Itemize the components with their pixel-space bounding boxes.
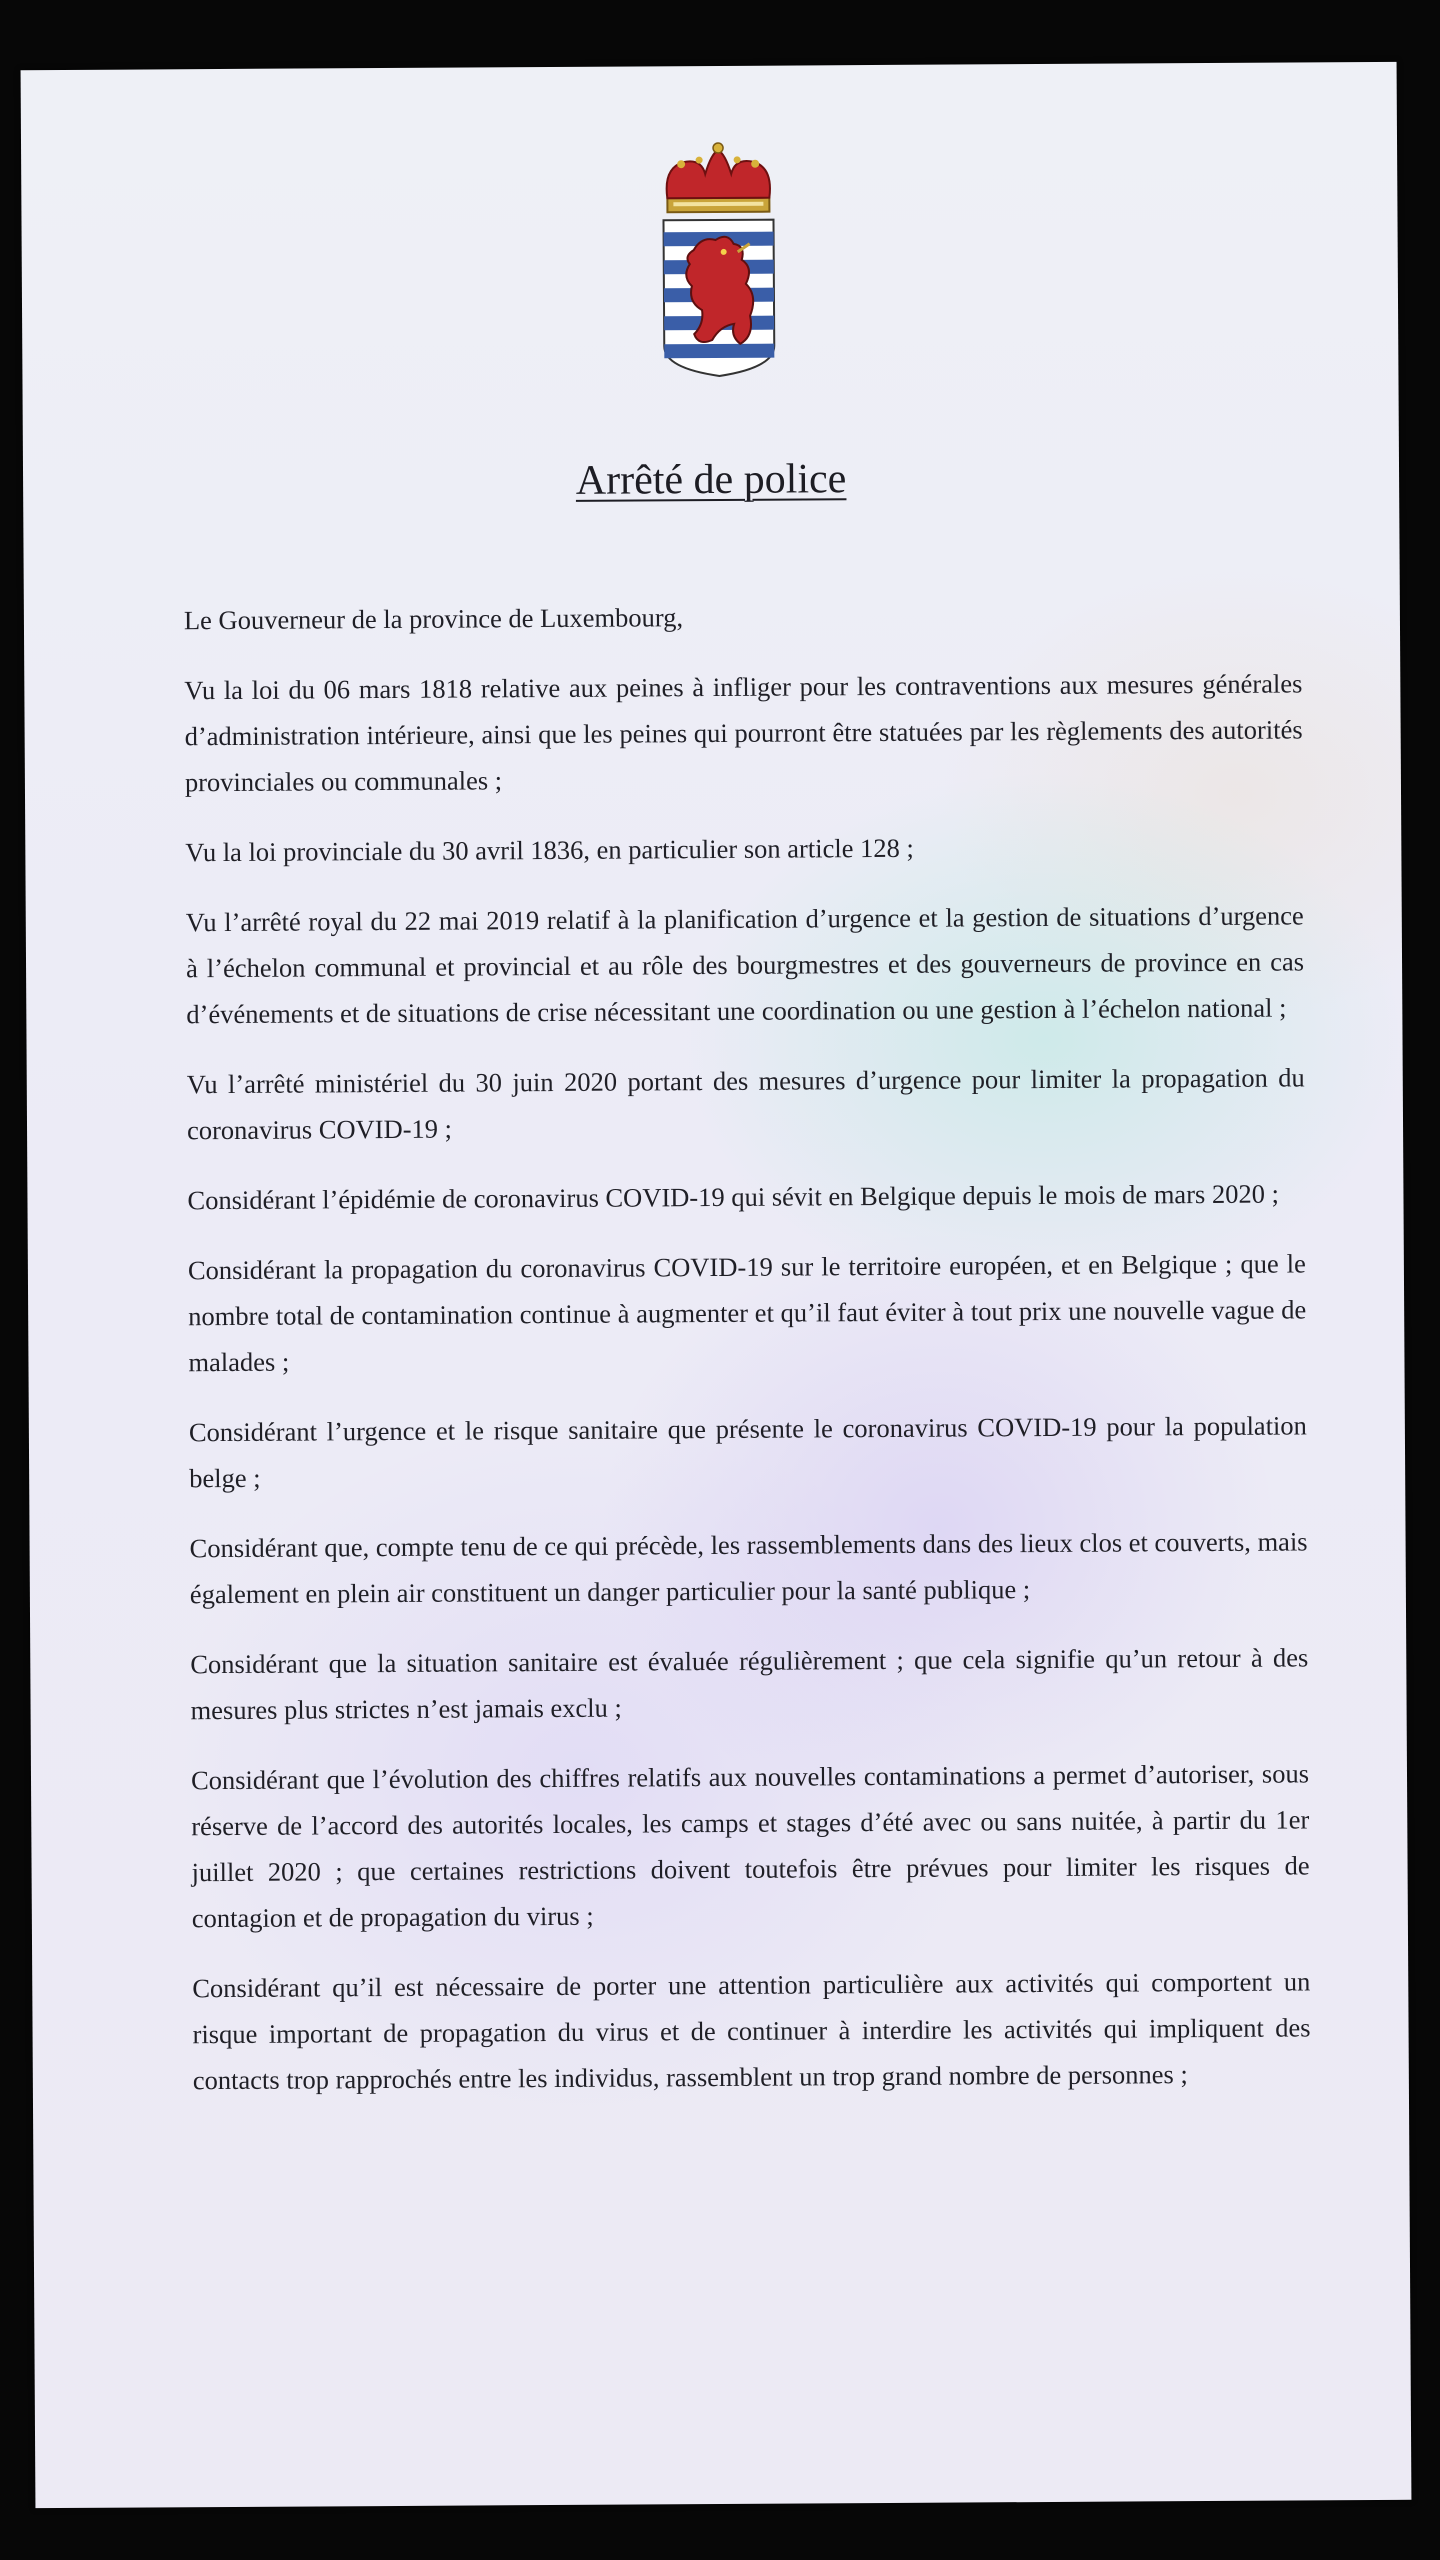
paragraph-epidemic: Considérant l’épidémie de coronavirus COVID-19 qui sévit en Belgique depuis le mois de mars 2020 ; (187, 1178, 1279, 1216)
shield-icon (663, 220, 774, 377)
paragraph-governor: Le Gouverneur de la province de Luxembourg, (183, 602, 684, 636)
paragraph-urgency: Considérant l’urgence et le risque sanitaire que présente le coronavirus COVID-19 pour la population belge ; (188, 1410, 1307, 1494)
crown-icon (666, 143, 770, 213)
paragraph-royal-decree: Vu l’arrêté royal du 22 mai 2019 relatif à la planification d’urgence et la gestion de situations d’urgence à l’échelon communal et provincial et au rôle des bourgmestres et des gouverneurs de province en cas d’événements et de situations de crise nécessitant une coordination ou une gestion à l’échelon national ; (185, 900, 1305, 1030)
paragraph-activities: Considérant qu’il est nécessaire de porter une attention particulière aux activités qui comportent un risque important de propagation du virus et de continuer à interdire les activités qui impliquent des contacts trop rapprochés entre les individus, rassemblent un trop grand nombre de personnes ; (192, 1966, 1311, 2096)
coat-of-arms-icon (653, 140, 784, 381)
paragraph-evaluation: Considérant que la situation sanitaire est évaluée régulièrement ; que cela signifie qu’un retour à des mesures plus strictes n’est jamais exclu ; (190, 1642, 1309, 1726)
paragraph-propagation: Considérant la propagation du coronavirus COVID-19 sur le territoire européen, et en Belgique ; que le nombre total de contamination continue à augmenter et qu’il faut éviter à tout prix une nouvelle vague de malades ; (187, 1248, 1307, 1378)
document-title: Arrêté de police (575, 456, 847, 504)
paragraph-ministerial-decree: Vu l’arrêté ministériel du 30 juin 2020 portant des mesures d’urgence pour limiter la propagation du coronavirus COVID-19 ; (186, 1062, 1305, 1146)
paragraph-law-1818: Vu la loi du 06 mars 1818 relative aux peines à infliger pour les contraventions aux mesures générales d’administration intérieure, ainsi que les peines qui pourront être statuées par les règlements des autorités provinciales ou communales ; (184, 668, 1303, 798)
document-body (184, 590, 1311, 2127)
paragraph-gatherings: Considérant que, compte tenu de ce qui précède, les rassemblements dans des lieux clos et couverts, mais également en plein air constituent un danger particulier pour la santé publique ; (189, 1526, 1308, 1610)
paragraph-law-1836: Vu la loi provinciale du 30 avril 1836, en particulier son article 128 ; (185, 832, 914, 868)
paragraph-camps: Considérant que l’évolution des chiffres relatifs aux nouvelles contaminations a permet d’autoriser, sous réserve de l’accord des autorités locales, les camps et stages d’été avec ou sans nuitée, à partir du 1er juillet 2020 ; que certaines restrictions doivent toutefois être prévues pour limiter les risques de contagion et de propagation du virus ; (190, 1758, 1310, 1934)
document-page (21, 62, 1412, 2508)
